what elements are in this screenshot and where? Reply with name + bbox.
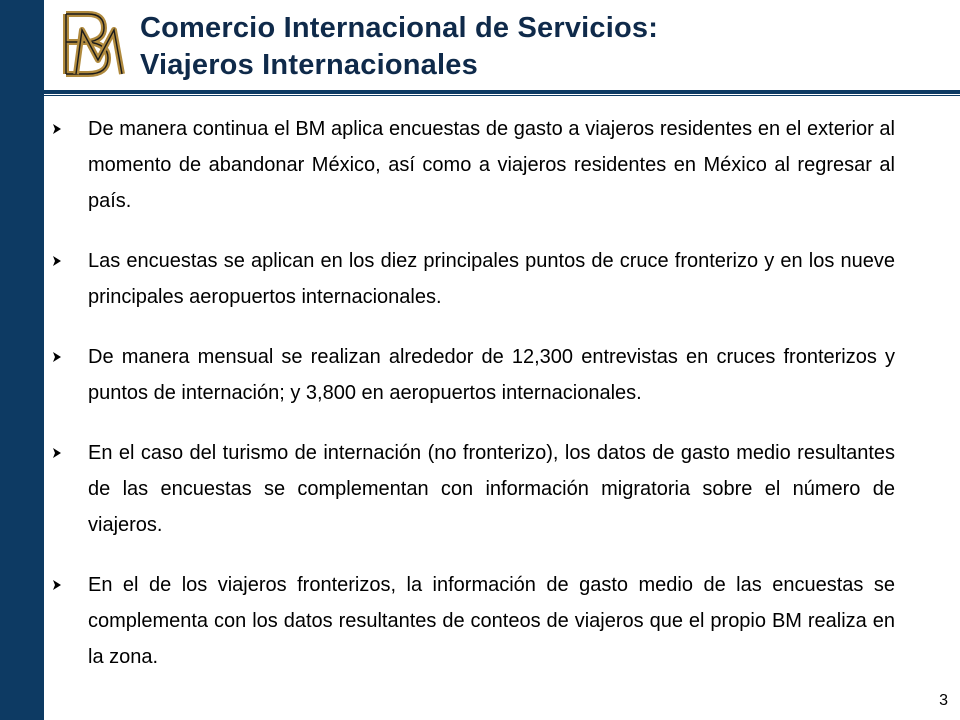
- bullet-text: De manera continua el BM aplica encuestas de gasto a viajeros residentes en el exterior al momento de abandonar México, así como a viajeros residentes en México al regresar al país.: [88, 118, 895, 212]
- arrow-bullet-icon: [52, 447, 62, 459]
- title-divider: [44, 90, 960, 94]
- bullet-text: Las encuestas se aplican en los diez principales puntos de cruce fronterizo y en los nueve principales aeropuertos internacionales.: [88, 250, 895, 308]
- bullet-list: [52, 111, 895, 699]
- title-line-2: Viajeros Internacionales: [140, 49, 478, 81]
- page-number: 3: [939, 692, 948, 709]
- bullet-text: En el caso del turismo de internación (no fronterizo), los datos de gasto medio resultantes de las encuestas se complementan con información migratoria sobre el número de viajeros.: [88, 442, 895, 536]
- left-sidebar-band: [0, 0, 44, 720]
- bullet-item: [52, 435, 895, 543]
- arrow-bullet-icon: [52, 255, 62, 267]
- bullet-item: [52, 339, 895, 411]
- arrow-bullet-icon: [52, 351, 62, 363]
- bullet-item: [52, 567, 895, 675]
- arrow-bullet-icon: [52, 123, 62, 135]
- bullet-text: En el de los viajeros fronterizos, la información de gasto medio de las encuestas se complementa con los datos resultantes de conteos de viajeros que el propio BM realiza en la zona.: [88, 574, 895, 668]
- bm-logo-icon: [58, 8, 130, 82]
- bullet-item: [52, 111, 895, 219]
- bullet-item: [52, 243, 895, 315]
- title-line-1: Comercio Internacional de Servicios:: [140, 12, 659, 44]
- bullet-text: De manera mensual se realizan alrededor de 12,300 entrevistas en cruces fronterizos y puntos de internación; y 3,800 en aeropuertos internacionales.: [88, 346, 895, 404]
- arrow-bullet-icon: [52, 579, 62, 591]
- slide-title: [140, 10, 930, 84]
- title-divider-thin: [44, 95, 960, 96]
